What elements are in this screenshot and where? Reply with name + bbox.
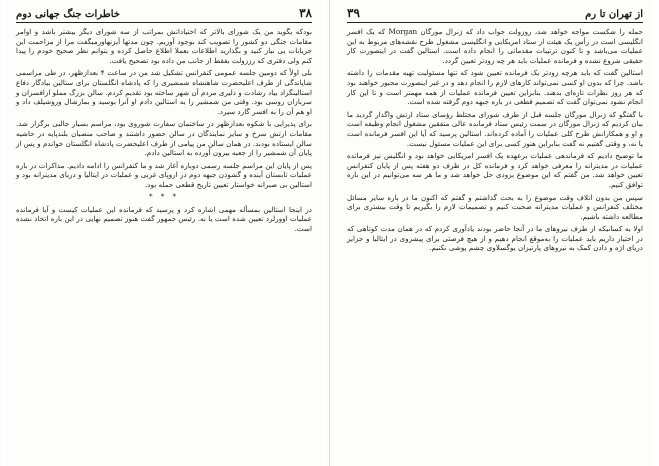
paragraph: اولا به کسانیکه از طرف نیروهای ما در آنجا حاضر بودند یادآوری کردم که در همان مدت کوتاهی که در اختیار داریم باید عملیات را به‌موقع انجام دهیم و از هیچ فرصتی برای پیشروی در ایتالیا و جزایر دریای اژه و دادن کمک به نیروهای پارتیزان یوگسلاوی چشم پوشی نکنیم. [347,224,643,253]
paragraph: برای پذیرایی با شکوه بعدازظهر در ساختمان سفارت شوروی بود، مراسم بسیار جالبی برگزار شد. مقامات ارتش سرخ و سایر نمایندگان در سالن حضور داشتند و صاحب منصبان بلندپایه در حاشیه سالن ایستاده بودند. در همان سالن من پیامی از طرف اعلیحضرت پادشاه انگلستان خواندم و پس از پایان آن شمشیر را از جعبه بیرون آورده به استالین دادم. [16,119,312,158]
section-separator: * * * [149,192,179,201]
paragraph: بلی اولاً که دومین جلسه عمومی کنفرانس تشکیل شد من در ساعت ۴ بعدازظهر، در طی مراسمی شاپاندگی از طرف اعلیحضرت شاهنشاه شمشیری را که پادشاه انگلستان برای ستالین بیادگار دفاع استالینگراد بیاد رشادت و دلیری مردم آن شهر ساخته بود تقدیم کردم. سالن بزرگ مملو ازافسران و سربازان روسی بود. وقتی من شمشیر را به استالین دادم او آنرا بوسید و بمارشال وروشیلف داد و او هم آن را به افسر گارد سپرد. [16,68,313,116]
paragraph: در اینجا استالین بمسأله مهمی اشاره کرد و پرسید که فرمانده این عملیات کیست و آیا فرمانده عملیات اوورلرد تعیین شده است یا نه. رئیس جمهور گفت هنوز تصمیم نهایی در این باره اتخاذ نشده است. [16,204,312,233]
paragraph: سپس من بدون اتلاف وقت موضوع را به بحث گذاشتم و گفتم که اکنون ما در باره سایر مسائل مختلف کنفرانس و عملیات مدیترانه صحبت کنیم و تصمیمات لازم را بگیریم تا وقت بیشتری برای مطالعه داشته باشیم. [347,192,643,221]
left-page [6,0,322,466]
paragraph: حمله را شکست مواجه خواهد شد، روزولت جواب داد که ژنرال مورگان Morgan که یک افسر انگلیسی است در رأس یک هیئت از ستاد امریکایی و انگلیسی مشغول طرح نقشه‌های مربوط به این عملیات می‌باشد و تا کنون ترتیبات مقدماتی را انجام داده است. استالین گفت در اینصورت کار حقیقی شروع نشده و فرمانده عملیات باید هر چه زودتر تعیین گردد. [347,27,644,65]
left-page-header [16,6,312,23]
right-page-header [347,6,643,23]
left-page-body [16,27,312,233]
book-gutter [329,0,330,466]
right-page-number: ۳۹ [347,6,360,20]
left-page-number: ۳۸ [299,6,312,20]
right-page [337,0,653,466]
paragraph: بودکه بگوید من یک شورای بالاتر که اختیاداتش بمراتب از سه شورای دیگر بیشتر باشد و اوامر مقامات جنگی دو کشور را تصویب کند بوجود آوریم. چون مدتها آیزنهاورمیگفت مرا از مزاحمت این جریانات بی نیاز کنید و بگذارید اطلاعات بعملا اطلاع حاصل کرده و بتوانم نظر صحیح خودم را پیدا کنم ولی دفتری که رززولت بفقط از جانب من داده بود تصحیح یافت. [16,27,312,65]
paragraph: ما توضیح دادیم که فرماندهی عملیات برعهده یک افسر امریکایی خواهد بود و انگلیس نیز فرمانده عملیات در مدیترانه را معرفی خواهد کرد و فرمانده کل در ظرف دو هفته پس از پایان کنفرانس تعیین خواهد شد. من گفتم که این موضوع بزودی حل خواهد شد و ما هر سه می‌توانیم در این باره توافق کنیم. [347,151,643,189]
left-running-title: خاطرات جنگ جهانی دوم [16,9,120,20]
paragraph: استالین گفت که باید هرچه زودتر یک فرمانده تعیین شود که تنها مسئولیت تهیه مقدمات را داشته باشد. چرا که بدون او کسی نمی‌تواند کارهای لازم را انجام دهد و در غیر اینصورت مجبور خواهند بود که هر روز نظرات تازه‌ای بدهند. بنابراین تعیین فرمانده عملیات از همه مهمتر است و تا این کار انجام نشود نمی‌توان گفت که تصمیم قطعی در باره جبهه دوم گرفته شده است. [347,68,643,107]
right-page-body [347,27,643,253]
paragraph: پس از پایان این مراسم جلسه رسمی دوباره آغاز شد و ما کنفرانس را ادامه دادیم. مذاکرات در باره عملیات تابستان آینده و گشودن جبهه دوم در اروپای غربی و عملیات در ایتالیا و دریای مدیترانه بود و استالین بی صبرانه خواستار تعیین تاریخ قطعی حمله بود. [16,160,312,189]
paragraph: با گفتگو که ژنرال مورگان جلسه قبل از طرف شورای مختلط رؤسای ستاد ارتش واگذار گردید ما بیان کردیم که ژنرال مورگان در سمت رئیس ستاد فرمانده عالی متفقین مشغول انجام وظیفه است و او و همکارانش طرح کلی عملیات را آماده کرده‌اند. استالین پرسید که آیا این افسر فرمانده است یا نه، و وقتی گفتیم نه گفت بنابراین هنوز کسی برای این عملیات مسئول نیست. [347,109,643,148]
right-running-title: از تهران تا رم [585,9,643,20]
